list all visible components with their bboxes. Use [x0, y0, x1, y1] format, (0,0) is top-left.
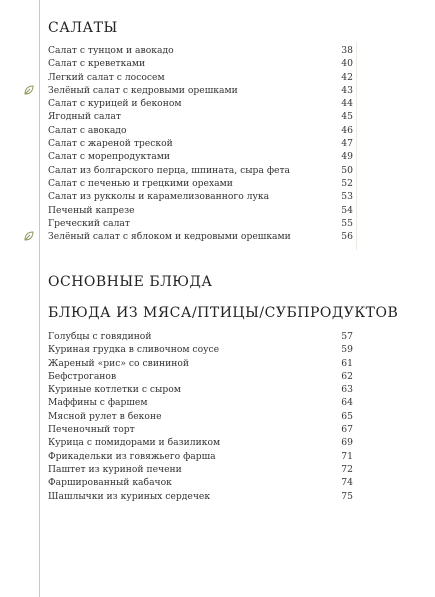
toc-entry-title: Салат с морепродуктами: [48, 151, 171, 163]
toc-entry-page: 38: [341, 45, 353, 56]
toc-entry-page: 46: [341, 124, 353, 136]
toc-entry[interactable]: [48, 410, 353, 423]
toc-entry-title: Греческий салат: [48, 217, 130, 229]
toc-entry-title: Салат из болгарского перца, шпината, сыра фета: [48, 164, 291, 176]
toc-entry-title: Зелёный салат с кедровыми орешками: [48, 84, 238, 96]
toc-entry-title: Салат с жареной треской: [48, 138, 173, 150]
toc-entry-page: 61: [341, 357, 353, 369]
toc-entry[interactable]: [48, 57, 353, 70]
toc-entry-page: 67: [341, 424, 353, 436]
toc-entry-title: Салат с авокадо: [48, 124, 127, 136]
toc-entry[interactable]: [48, 84, 353, 97]
toc-entry[interactable]: [48, 164, 353, 177]
toc-entry-title: Салат с креветками: [48, 58, 146, 70]
toc-entry-page: 65: [341, 410, 353, 422]
toc-entry[interactable]: [48, 396, 353, 409]
toc-entry[interactable]: [48, 330, 353, 343]
toc-entry[interactable]: [48, 190, 353, 203]
toc-entry-title: Салат с курицей и беконом: [48, 98, 182, 110]
toc-entry-page: 53: [341, 191, 353, 203]
toc-entry-title: Бефстроганов: [48, 370, 117, 382]
salads-heading: САЛАТЫ: [48, 20, 118, 36]
toc-entry[interactable]: [48, 217, 353, 230]
toc-entry[interactable]: [48, 204, 353, 217]
toc-entry-title: Фаршированный кабачок: [48, 477, 172, 489]
toc-entry[interactable]: [48, 436, 353, 449]
salads-list: [48, 44, 353, 243]
toc-entry-page: 71: [341, 450, 353, 462]
toc-entry-title: Салат с печенью и грецкими орехами: [48, 177, 233, 189]
toc-entry-title: Паштет из куриной печени: [48, 463, 182, 475]
toc-entry-title: Ягодный салат: [48, 111, 121, 123]
toc-entry[interactable]: [48, 230, 353, 243]
toc-entry-title: Зелёный салат с яблоком и кедровыми орешками: [48, 231, 291, 243]
meat-list: [48, 330, 353, 503]
toc-entry-title: Маффины с фаршем: [48, 397, 148, 409]
toc-entry[interactable]: [48, 490, 353, 503]
toc-entry[interactable]: [48, 476, 353, 489]
main-dishes-heading: ОСНОВНЫЕ БЛЮДА: [48, 274, 213, 290]
toc-entry-page: 52: [341, 177, 353, 189]
toc-entry-title: Куриные котлетки с сыром: [48, 384, 181, 396]
toc-entry-page: 57: [341, 331, 353, 342]
toc-entry[interactable]: [48, 137, 353, 150]
toc-entry-title: Куриная грудка в сливочном соусе: [48, 344, 220, 356]
toc-entry-page: 49: [341, 151, 353, 163]
toc-entry-page: 43: [341, 84, 353, 96]
toc-entry[interactable]: [48, 383, 353, 396]
toc-entry[interactable]: [48, 71, 353, 84]
toc-entry[interactable]: [48, 44, 353, 57]
toc-entry-title: Жареный «рис» со свининой: [48, 357, 189, 369]
toc-entry-page: 47: [341, 138, 353, 150]
leaf-icon: [23, 230, 35, 242]
toc-entry[interactable]: [48, 124, 353, 137]
margin-rule: [39, 0, 40, 597]
toc-entry-title: Печеный капрезе: [48, 204, 135, 216]
toc-entry[interactable]: [48, 150, 353, 163]
toc-entry[interactable]: [48, 97, 353, 110]
toc-entry[interactable]: [48, 343, 353, 356]
toc-entry-title: Мясной рулет в беконе: [48, 410, 162, 422]
toc-entry[interactable]: [48, 177, 353, 190]
toc-entry[interactable]: [48, 463, 353, 476]
toc-entry-page: 72: [341, 463, 353, 475]
toc-entry-title: Шашлычки из куриных сердечек: [48, 490, 211, 502]
toc-entry-title: Курица с помидорами и базиликом: [48, 437, 221, 449]
toc-entry[interactable]: [48, 423, 353, 436]
toc-entry-page: 59: [341, 344, 353, 356]
toc-entry-title: Салат с тунцом и авокадо: [48, 45, 174, 56]
toc-entry-page: 40: [341, 58, 353, 70]
toc-entry-page: 62: [341, 370, 353, 382]
toc-entry-title: Салат из рукколы и карамелизованного лука: [48, 191, 270, 203]
toc-entry-page: 50: [341, 164, 353, 176]
toc-entry-title: Легкий салат с лососем: [48, 71, 165, 83]
toc-entry-page: 42: [341, 71, 353, 83]
toc-entry-page: 44: [341, 98, 353, 110]
meat-heading: БЛЮДА ИЗ МЯСА/ПТИЦЫ/СУБПРОДУКТОВ: [48, 305, 399, 321]
toc-entry-page: 56: [341, 231, 353, 243]
toc-entry-page: 64: [341, 397, 353, 409]
toc-entry-title: Печеночный торт: [48, 424, 135, 436]
toc-entry-page: 54: [341, 204, 353, 216]
toc-entry-page: 74: [341, 477, 353, 489]
toc-entry[interactable]: [48, 370, 353, 383]
toc-entry-title: Голубцы с говядиной: [48, 331, 152, 342]
toc-entry-page: 55: [341, 217, 353, 229]
faint-rule: [356, 42, 357, 250]
leaf-icon: [23, 84, 35, 96]
toc-entry-page: 69: [341, 437, 353, 449]
toc-entry-title: Фрикадельки из говяжьего фарша: [48, 450, 216, 462]
toc-entry-page: 45: [341, 111, 353, 123]
toc-entry-page: 75: [341, 490, 353, 502]
toc-entry-page: 63: [341, 384, 353, 396]
toc-entry[interactable]: [48, 110, 353, 123]
toc-entry[interactable]: [48, 450, 353, 463]
toc-entry[interactable]: [48, 357, 353, 370]
